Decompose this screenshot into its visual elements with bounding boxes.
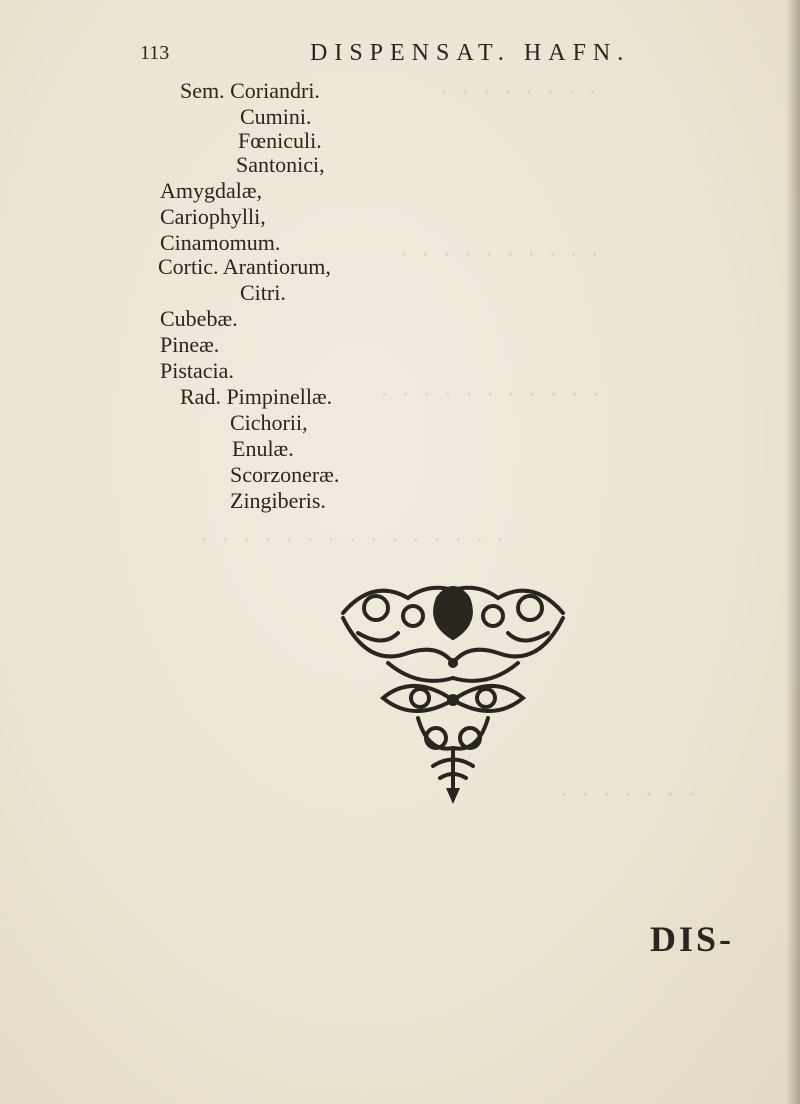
list-item: Rad. Pimpinellæ. [180,384,333,409]
show-through-text: · · · · · · · · · · [400,240,603,269]
list-item: Citri. [240,280,286,305]
show-through-text: · · · · · · · · · · · [380,380,604,409]
list-item: Cichorii, [230,410,308,435]
list-item: Cumini. [240,104,312,129]
show-through-text: · · · · · · · [560,780,699,809]
page-number: 113 [140,42,170,64]
list-item: Amygdalæ, [160,178,263,203]
list-item: Sem. Coriandri. [180,78,320,103]
catchword: DIS- [650,919,735,959]
list-item: Cubebæ. [160,306,238,331]
list-item: Cinamomum. [160,230,281,255]
list-item: Fœniculi. [238,128,322,153]
list-item: Zingiberis. [230,488,326,513]
page-header [0,40,800,74]
show-through-text: · · · · · · · · [440,78,600,107]
running-title: DISPENSAT. HAFN. [310,40,631,66]
show-through-text: · · · · · · · · · · · · · · · [200,525,508,554]
page-edge-shadow [786,0,800,1104]
list-item: Santonici, [236,152,325,177]
list-item: Scorzoneræ. [230,462,340,487]
list-item: Pistacia. [160,358,234,383]
list-item: Cortic. Arantiorum, [158,254,331,279]
list-item: Enulæ. [232,436,294,461]
list-item: Cariophylli, [160,204,266,229]
list-item: Pineæ. [160,332,220,357]
tailpiece-ornament [328,578,578,808]
